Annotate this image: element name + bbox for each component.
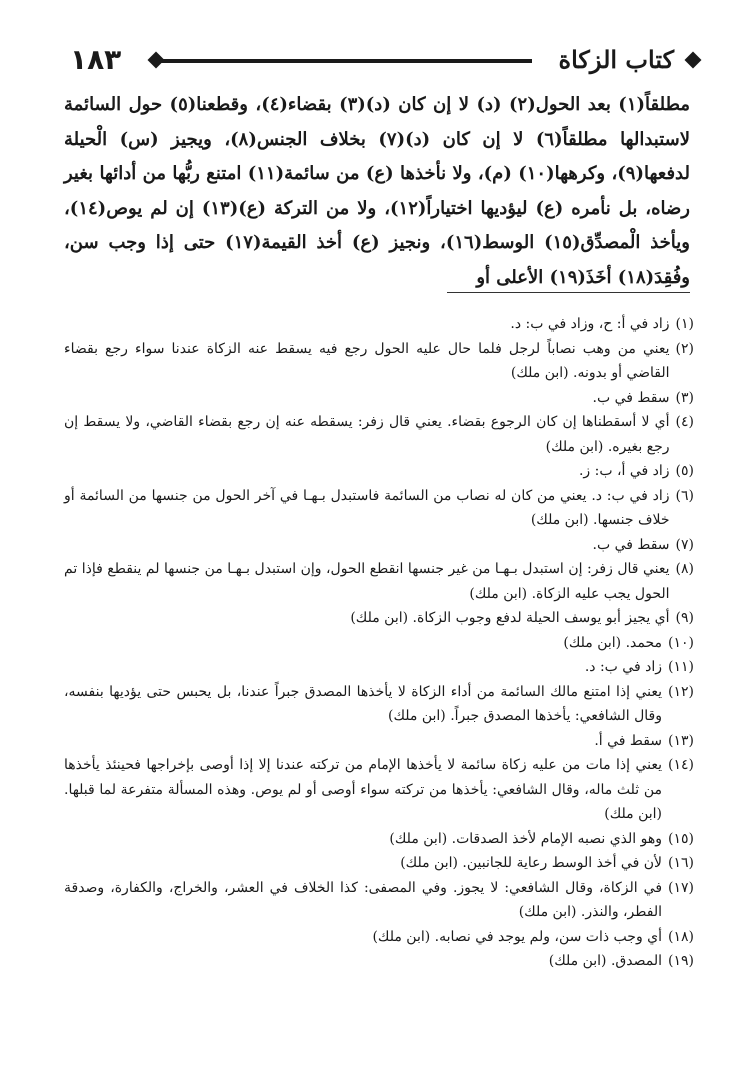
footnote	[64, 606, 694, 631]
footnote-number: (٤)	[675, 414, 694, 430]
footnote-text: سقط في أ.	[594, 732, 663, 749]
footnotes	[64, 312, 694, 974]
footnote-number: (١٨)	[668, 928, 694, 945]
footnote-number: (٦)	[675, 487, 694, 504]
header-rule	[160, 59, 532, 63]
footnote	[64, 631, 694, 656]
footnote-number: (١٥)	[668, 830, 694, 847]
footnote	[64, 827, 694, 852]
footnote-number: (١٦)	[668, 855, 694, 871]
footnote	[64, 386, 694, 411]
footnote-text: أي وجب ذات سن، ولم يوجد في نصابه. (ابن ملك)	[372, 928, 663, 945]
footnote-text: زاد في ب: د.	[584, 659, 663, 675]
footnote	[64, 680, 694, 729]
footnote-text: أي لا أسقطناها إن كان الرجوع بقضاء. يعني قال زفر: يسقطه عنه إن رجع بقضاء القاضي، ولا يسقط إن رجع بغيره. (ابن ملك)	[64, 414, 670, 455]
main-paragraph: مطلقاً(١) بعد الحول(٢) (د) لا إن كان (د)(٣) بقضاء(٤)، وقطعنا(٥) حول السائمة لاستبدالها مطلقاً(٦) لا إن كان (د)(٧) بخلاف الجنس(٨)، ويجيز (س) الْحيلة لدفعها(٩)، وكرهها(١٠) (م)، ولا نأخذها (ع) من سائمة(١١) امتنع ربُّها من أدائها بغير رضاه، بل نأمره (ع) ليؤديها اختياراً(١٢)، ولا من التركة (ع)(١٣) إن لم يوص(١٤)، ويأخذ الْمصدِّق(١٥) الوسط(١٦)، ونجيز (ع) أخذ القيمة(١٧) حتى إذا وجب سن، وفُقِدَ(١٨) أخَذَ(١٩) الأعلى أو	[64, 94, 690, 288]
footnote-number: (٥)	[675, 463, 694, 479]
footnote-number: (١٠)	[668, 634, 694, 651]
footnote-number: (١٣)	[668, 732, 694, 749]
footnote-text: يعني إذا امتنع مالك السائمة من أداء الزكاة لا يأخذها المصدق جبراً عندنا، بل يحبس حتى يؤديها بنفسه، وقال الشافعي: يأخذها المصدق جبراً. (ابن ملك)	[64, 683, 663, 724]
footnote	[64, 851, 694, 876]
footnote-separator	[447, 292, 690, 293]
footnote	[64, 337, 694, 386]
footnote	[64, 312, 694, 337]
footnote-text: سقط في ب.	[592, 389, 670, 406]
footnote	[64, 753, 694, 827]
footnote-text: يعني قال زفر: إن استبدل بـهـا من غير جنسها انقطع الحول، وإن استبدل بـهـا من جنسها لم ينقطع فإذا تم الحول يجب عليه الزكاة. (ابن ملك)	[64, 561, 670, 602]
footnote-text: المصدق. (ابن ملك)	[548, 953, 663, 969]
footnote	[64, 533, 694, 558]
diamond-ornament-right	[685, 52, 702, 69]
main-text-block	[64, 88, 690, 295]
page-number: ١٨٣	[70, 43, 122, 76]
chapter-title: كتاب الزكاة	[558, 45, 674, 74]
footnote-text: أي يجيز أبو يوسف الحيلة لدفع وجوب الزكاة. (ابن ملك)	[350, 610, 670, 626]
footnote	[64, 949, 694, 974]
footnote-text: زاد في أ: ح، وزاد في ب: د.	[510, 316, 670, 332]
footnote	[64, 925, 694, 950]
footnote	[64, 729, 694, 754]
footnote-text: يعني من وهب نصاباً لرجل فلما حال عليه الحول رجع فيه يسقط عنه الزكاة عندنا سواء رجع بقضاء القاضي أو بدونه. (ابن ملك)	[64, 340, 670, 381]
footnote-number: (٧)	[675, 536, 694, 553]
footnote-text: في الزكاة، وقال الشافعي: لا يجوز. وفي المصفى: كذا الخلاف في العشر، والخراج، والكفارة، وصدقة الفطر، والنذر. (ابن ملك)	[64, 879, 663, 920]
footnote-number: (١٤)	[668, 757, 694, 773]
footnote-number: (١)	[675, 316, 694, 332]
footnote-number: (٣)	[675, 389, 694, 406]
footnote	[64, 876, 694, 925]
footnote-number: (١٩)	[668, 953, 694, 969]
footnote-text: سقط في ب.	[592, 536, 670, 553]
footnote-text: زاد في أ، ب: ز.	[578, 463, 670, 479]
footnote-text: يعني إذا مات من عليه زكاة سائمة لا يأخذها الإمام من تركته عندنا إلا إذا أوصى بإخراجها فحينئذ يأخذها من ثلث ماله، وقال الشافعي: يأخذها من تركته سواء أوصى أو لم يوص. وهذه المسألة متفرعة لما قبلها. (ابن ملك)	[64, 757, 663, 822]
footnote-number: (١٧)	[668, 879, 694, 896]
footnote-text: محمد. (ابن ملك)	[563, 634, 663, 651]
footnote-number: (١٢)	[668, 683, 694, 700]
footnote	[64, 459, 694, 484]
footnote-text: لأن في أخذ الوسط رعاية للجانبين. (ابن ملك)	[400, 855, 663, 871]
footnote	[64, 484, 694, 533]
footnote-number: (١١)	[668, 659, 694, 675]
footnote	[64, 557, 694, 606]
footnote	[64, 410, 694, 459]
footnote-number: (٢)	[675, 340, 694, 357]
footnote-text: وهو الذي نصبه الإمام لأخذ الصدقات. (ابن ملك)	[389, 830, 663, 847]
footnote-number: (٨)	[675, 561, 694, 577]
footnote-number: (٩)	[675, 610, 694, 626]
footnote	[64, 655, 694, 680]
page-header	[50, 40, 702, 80]
footnote-text: زاد في ب: د. يعني من كان له نصاب من السائمة فاستبدل بـهـا في آخر الحول من جنسها من السائمة أو خلاف جنسها. (ابن ملك)	[64, 487, 670, 528]
